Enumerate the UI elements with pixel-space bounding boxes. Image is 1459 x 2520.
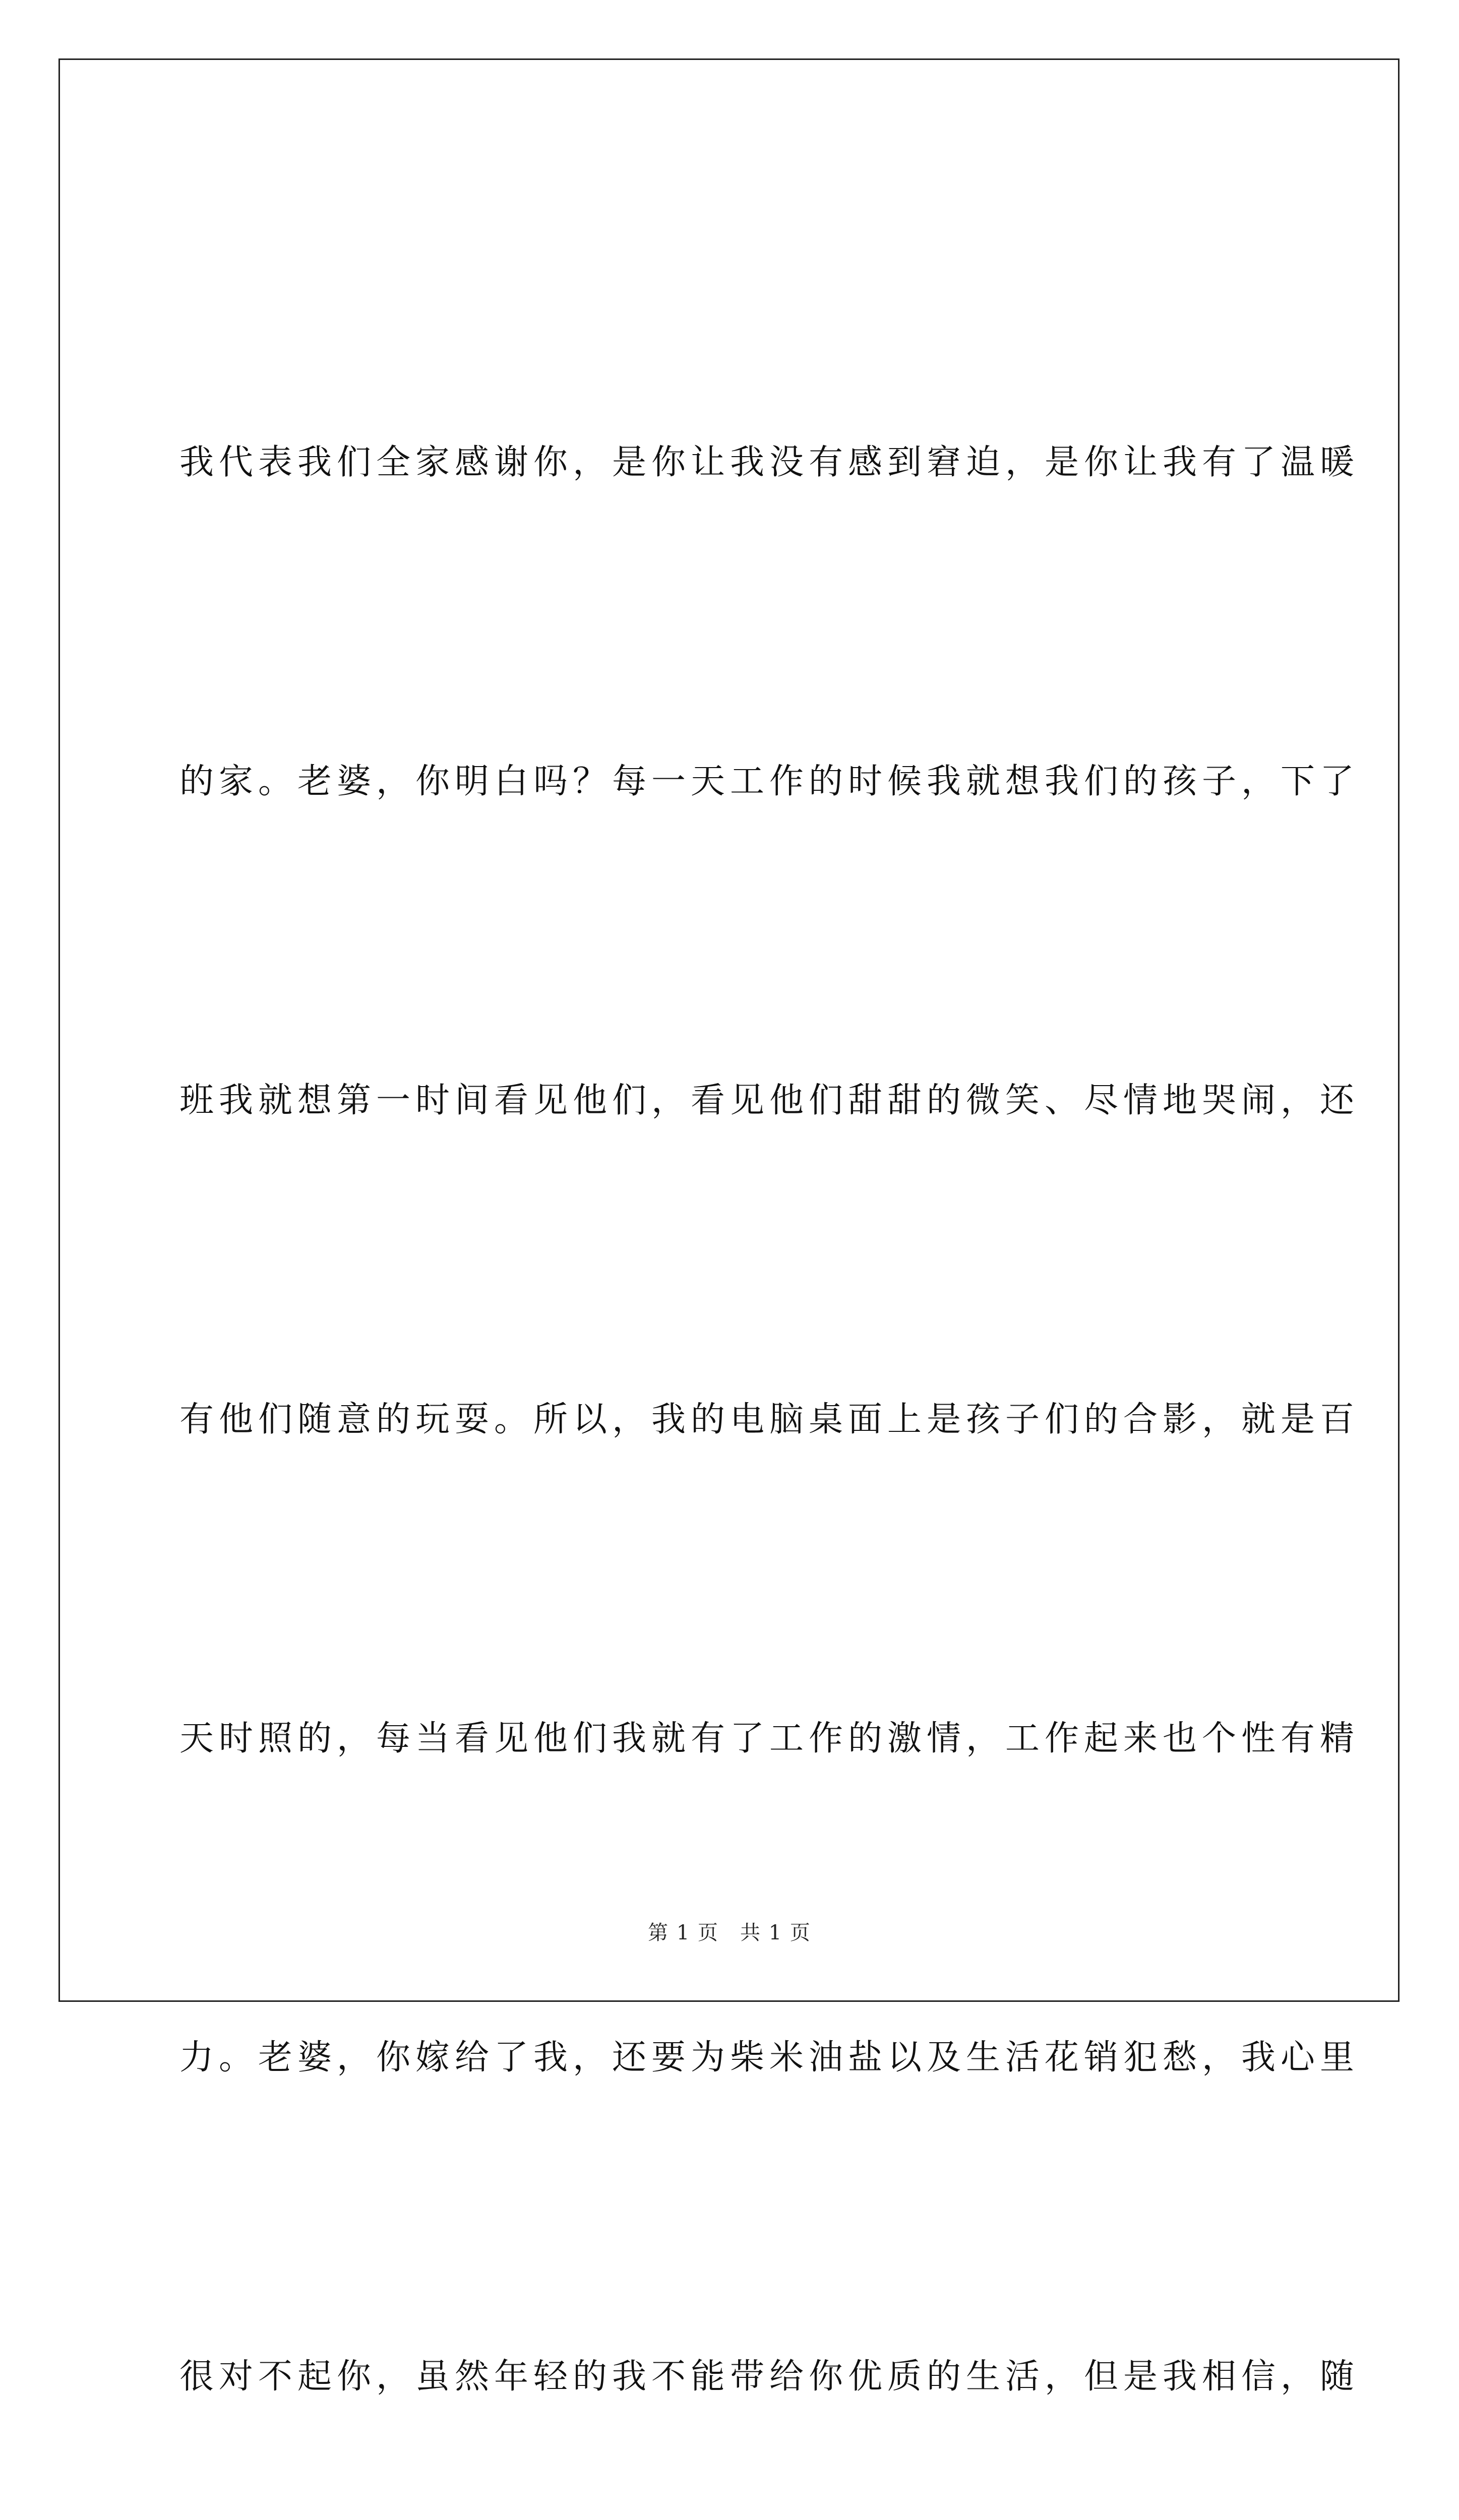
text-line: 很对不起你，虽然年轻的我不能带给你优质的生活，但是我相信，随 <box>179 2357 1360 2397</box>
text-line: 力。老婆，你嫁给了我，还要为柴米油盐以及生活花销犯愁，我心里 <box>179 2038 1360 2077</box>
document-body <box>179 197 1360 2520</box>
text-line: 我代表我们全家感谢你，是你让我没有感到窘迫，是你让我有了温暖 <box>179 443 1360 482</box>
page-number: 第 1 页 共 1 页 <box>648 1921 811 1944</box>
text-line: 班我就想第一时间看见他们，看见他们甜甜的微笑、尽情地哭闹，还 <box>179 1081 1360 1120</box>
text-line: 的家。老婆，你明白吗？每一天工作的时候我就想我们的孩子，下了 <box>179 762 1360 801</box>
text-line: 有他们随意的玩耍。所以，我的电脑桌面上是孩子们的合影，就是百 <box>179 1400 1360 1439</box>
text-line: 天时照的，每当看见他们我就有了工作的激情，工作起来也个性有精 <box>179 1719 1360 1758</box>
paragraph-1 <box>179 197 1360 2520</box>
